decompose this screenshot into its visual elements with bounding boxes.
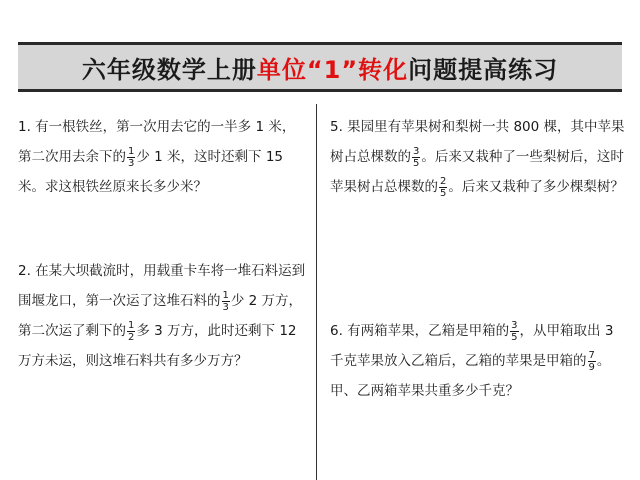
q2-fraction-2-denominator: 2 [128, 331, 135, 343]
q6-fraction-2 [588, 350, 596, 373]
q2-fraction-1 [222, 290, 230, 313]
worksheet-title [18, 42, 622, 92]
q6-fraction-2-numerator: 7 [588, 349, 595, 361]
q1-fraction-1 [127, 146, 135, 169]
q6-text-c: 。甲、乙两箱苹果共重多少千克？ [330, 353, 611, 399]
q2-fraction-2-numerator: 1 [128, 319, 135, 331]
q6-text-a: 6. 有两箱苹果，乙箱是甲箱的 [330, 323, 510, 339]
title-text-grade: 六年级数学上册 [81, 55, 257, 84]
q5-text-a: 5. 果园里有苹果树和梨树一共 800 棵，其中苹果树占总棵数的 [330, 119, 625, 165]
question-2 [18, 256, 308, 376]
question-6 [330, 316, 626, 406]
q5-fraction-1-numerator: 3 [413, 145, 420, 157]
q2-fraction-2 [127, 320, 135, 343]
q6-fraction-2-denominator: 9 [588, 361, 595, 373]
q5-fraction-1 [412, 146, 420, 169]
q5-text-b: 。后来又栽种了一些梨树后，这时苹果树占总棵数的 [330, 149, 624, 195]
q2-text-c: 多 3 万方，此时还剩下 12 万方未运，则这堆石料共有多少万方？ [18, 323, 297, 369]
title-text-topic: 问题提高练习 [408, 55, 559, 84]
q6-fraction-1 [510, 320, 518, 343]
q1-fraction-1-numerator: 1 [128, 145, 135, 157]
question-1 [18, 112, 308, 202]
q6-text-b: ，从甲箱取出 3 千克苹果放入乙箱后，乙箱的苹果是甲箱的 [330, 323, 614, 369]
q6-fraction-1-denominator: 5 [511, 331, 518, 343]
q2-text-a: 2. 在某大坝截流时，用载重卡车将一堆石料运到围堰龙口，第一次运了这堆石料的 [18, 263, 306, 309]
title-text-highlight: 单位“1”转化 [256, 55, 409, 84]
q6-fraction-1-numerator: 3 [511, 319, 518, 331]
q5-fraction-2 [439, 176, 447, 199]
q5-fraction-1-denominator: 5 [413, 157, 420, 169]
q5-fraction-2-numerator: 2 [440, 175, 447, 187]
q2-fraction-1-denominator: 3 [222, 301, 229, 313]
q1-text-b: 少 1 米，这时还剩下 15 米。求这根铁丝原来长多少米？ [18, 149, 284, 195]
q1-fraction-1-denominator: 3 [128, 157, 135, 169]
q2-text-b: 少 2 万方，第二次运了剩下的 [18, 293, 303, 339]
question-5 [330, 112, 626, 202]
q2-fraction-1-numerator: 1 [222, 289, 229, 301]
q1-text-a: 1. 有一根铁丝，第一次用去它的一半多 1 米，第二次用去余下的 [18, 119, 296, 165]
q5-fraction-2-denominator: 5 [440, 187, 447, 199]
column-divider [316, 104, 317, 480]
q5-text-c: 。后来又栽种了多少棵梨树？ [448, 179, 624, 195]
